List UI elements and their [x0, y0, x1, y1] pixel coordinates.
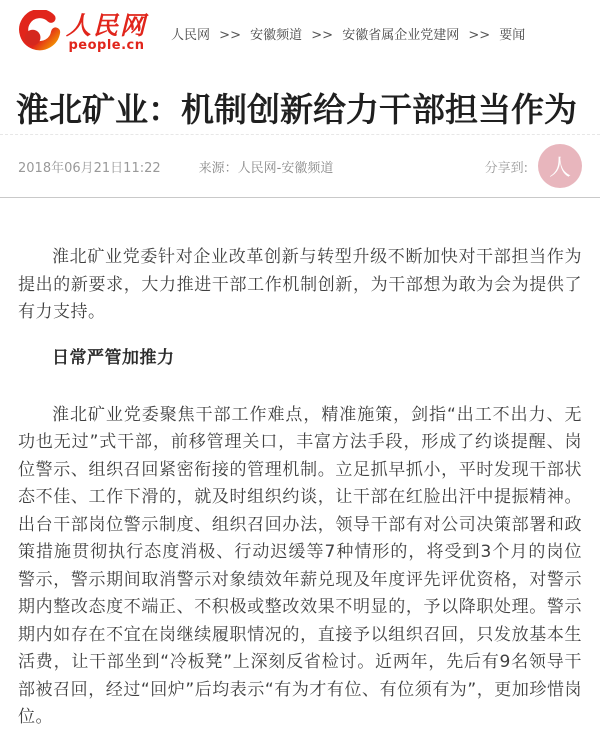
source: [199, 157, 334, 176]
logo-cn-text: 人民网: [66, 10, 148, 40]
article-main: [0, 90, 600, 732]
article-body: [0, 198, 600, 732]
logo-en-text: people.cn: [68, 37, 145, 53]
breadcrumb: [171, 22, 525, 43]
breadcrumb-item-people[interactable]: 人民网: [171, 27, 211, 43]
breadcrumb-separator: >>: [311, 27, 334, 43]
breadcrumb-separator: >>: [219, 27, 241, 43]
paragraph-intro: 淮北矿业党委针对企业改革创新与转型升级不断加快对干部担当作为提出的新要求，大力推进干部工作机制创新，为干部想为敢为会为提供了有力支持。: [18, 247, 582, 322]
paragraph-body: 淮北矿业党委聚焦干部工作难点，精准施策，剑指“出工不出力、无功也无过”式干部，前移管理关口，丰富方法手段，形成了约谈提醒、岗位警示、组织召回紧密衔接的管理机制。立足抓早抓小，平时发现干部状态不佳、工作下滑的，就及时组织约谈，让干部在红脸出汗中提振精神。出台干部岗位警示制度、组织召回办法，领导干部有对公司决策部署和政策措施贯彻执行态度消极、行动迟缓等7种情形的，将受到3个月的岗位警示，警示期间取消警示对象绩效年薪兑现及年度评先评优资格，对警示期内整改态度不端正、不积极或整改效果不明显的，予以降职处理。警示期内如存在不宜在岗继续履职情况的，直接予以组织召回，只发放基本生活费，让干部坐到“冷板凳”上深刻反省检讨。近两年，先后有9名领导干部被召回，经过“回炉”后均表示“有为才有位、有位须有为”，更加珍惜岗位。: [18, 404, 582, 727]
source-label: 来源：: [198, 160, 238, 176]
section-subheading: 日常严管加推力: [52, 347, 175, 368]
breadcrumb-item-anhui-channel[interactable]: 安徽频道: [250, 27, 303, 43]
article-title: 淮北矿业：机制创新给力干部担当作为: [16, 90, 577, 129]
breadcrumb-item-headlines[interactable]: 要闻: [499, 27, 526, 43]
people-cn-logo[interactable]: [18, 10, 147, 54]
site-header: [0, 0, 600, 56]
article-meta-row: [0, 134, 600, 198]
share-people-icon[interactable]: [538, 144, 582, 188]
share-people-glyph: 人: [548, 155, 571, 181]
people-cn-swirl-icon: [18, 10, 62, 54]
breadcrumb-separator: >>: [468, 27, 491, 43]
share-area: [485, 144, 582, 188]
share-label: 分享到:: [484, 160, 528, 176]
breadcrumb-item-party-site[interactable]: 安徽省属企业党建网: [342, 27, 460, 43]
source-value: 人民网-安徽频道: [237, 160, 334, 176]
publish-date: 2018年06月21日11:22: [18, 160, 161, 176]
